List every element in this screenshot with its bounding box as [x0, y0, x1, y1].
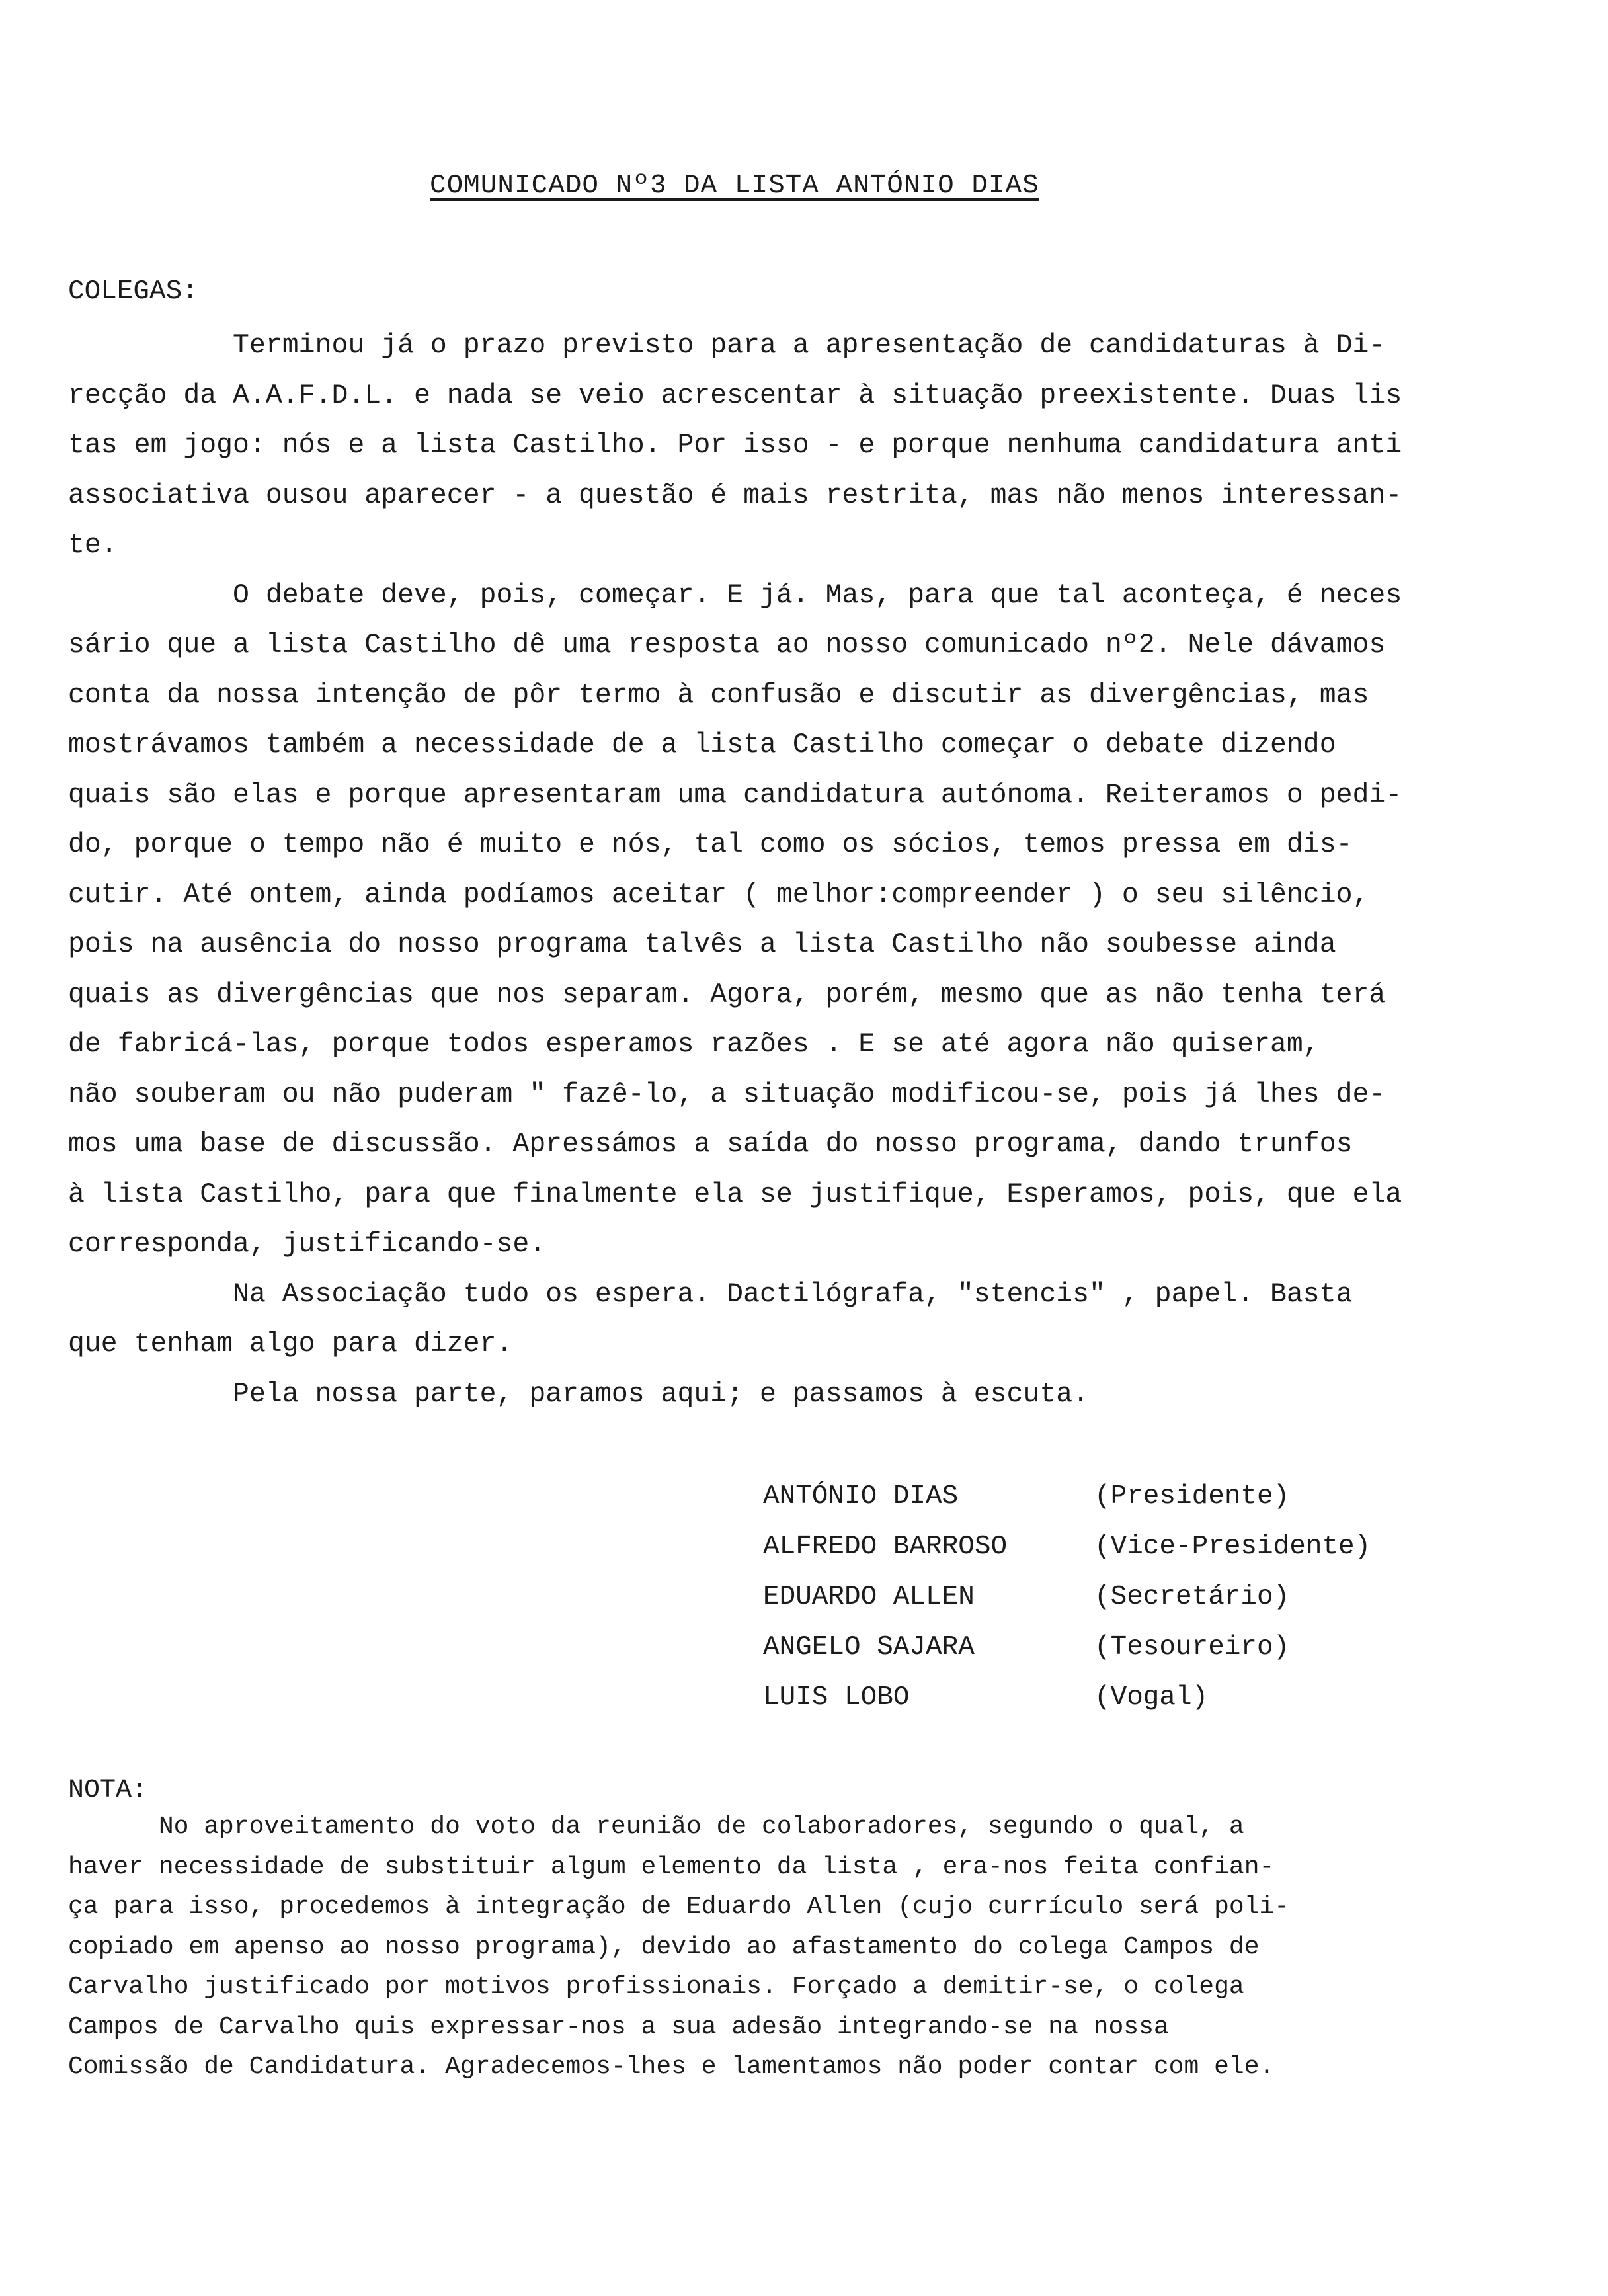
body-line: à lista Castilho, para que finalmente ela se justifique, Esperamos, pois, que ela: [68, 1178, 1402, 1210]
body-line: associativa ousou aparecer - a questão é mais restrita, mas não menos interessan-: [68, 479, 1402, 511]
nota-line: copiado em apenso ao nosso programa), devido ao afastamento do colega Campos de: [68, 1932, 1260, 1961]
signatory-name: ALFREDO BARROSO: [763, 1532, 1008, 1562]
signatory-name: ANTÓNIO DIAS: [763, 1481, 959, 1512]
body-line: te.: [68, 530, 118, 561]
nota-line: No aproveitamento do voto da reunião de colaboradores, segundo o qual, a: [68, 1813, 1244, 1841]
body-line: mos uma base de discussão. Apressámos a saída do nosso programa, dando trunfos: [68, 1129, 1353, 1160]
body-line: Pela nossa parte, paramos aqui; e passamos à escuta.: [68, 1378, 1090, 1410]
signatory-role: (Presidente): [1094, 1481, 1290, 1512]
body-line: quais as divergências que nos separam. Agora, porém, mesmo que as não tenha terá: [68, 979, 1386, 1010]
signatory-role: (Tesoureiro): [1094, 1632, 1290, 1662]
signatory-role: (Secretário): [1094, 1582, 1290, 1612]
nota-line: Carvalho justificado por motivos profissionais. Forçado a demitir-se, o colega: [68, 1973, 1244, 2001]
body-line: pois na ausência do nosso programa talvês a lista Castilho não soubesse ainda: [68, 929, 1336, 960]
nota-line: Campos de Carvalho quis expressar-nos a sua adesão integrando-se na nossa: [68, 2012, 1169, 2041]
signatory-name: LUIS LOBO: [763, 1682, 910, 1713]
signatory-role: (Vice-Presidente): [1094, 1532, 1371, 1562]
body-line: mostrávamos também a necessidade de a lista Castilho começar o debate dizendo: [68, 729, 1336, 760]
nota-line: haver necessidade de substituir algum elemento da lista , era-nos feita confian-: [68, 1852, 1275, 1881]
body-line: recção da A.A.F.D.L. e nada se veio acrescentar à situação preexistente. Duas lis: [68, 380, 1402, 411]
body-line: de fabricá-las, porque todos esperamos razões . E se até agora não quiseram,: [68, 1029, 1320, 1060]
body-line: não souberam ou não puderam " fazê-lo, a situação modificou-se, pois já lhes de-: [68, 1079, 1386, 1110]
body-line: Na Associação tudo os espera. Dactilógrafa, "stencis" , papel. Basta: [68, 1278, 1353, 1310]
body-line: tas em jogo: nós e a lista Castilho. Por isso - e porque nenhuma candidatura anti: [68, 430, 1402, 461]
body-line: que tenham algo para dizer.: [68, 1329, 513, 1360]
document-title: COMUNICADO Nº3 DA LISTA ANTÓNIO DIAS: [430, 171, 1039, 201]
signatory-role: (Vogal): [1094, 1682, 1209, 1713]
body-line: conta da nossa intenção de pôr termo à confusão e discutir as divergências, mas: [68, 679, 1369, 711]
body-line: corresponda, justificando-se.: [68, 1229, 546, 1260]
salutation: COLEGAS:: [68, 276, 198, 307]
nota-line: ça para isso, procedemos à integração de Eduardo Allen (cujo currículo será poli-: [68, 1893, 1290, 1921]
body-line: quais são elas e porque apresentaram uma candidatura autónoma. Reiteramos o pedi-: [68, 779, 1402, 811]
body-line: sário que a lista Castilho dê uma resposta ao nosso comunicado nº2. Nele dávamos: [68, 630, 1386, 661]
signatory-name: ANGELO SAJARA: [763, 1632, 975, 1662]
body-line: Terminou já o prazo previsto para a apresentação de candidaturas à Di-: [68, 330, 1386, 361]
signatory-name: EDUARDO ALLEN: [763, 1582, 975, 1612]
body-line: cutir. Até ontem, ainda podíamos aceitar ( melhor:compreender ) o seu silêncio,: [68, 879, 1369, 911]
nota-line: Comissão de Candidatura. Agradecemos-lhes e lamentamos não poder contar com ele.: [68, 2053, 1275, 2081]
nota-label: NOTA:: [68, 1776, 148, 1805]
body-line: O debate deve, pois, começar. E já. Mas, para que tal aconteça, é neces: [68, 579, 1402, 611]
body-line: do, porque o tempo não é muito e nós, tal como os sócios, temos pressa em dis-: [68, 829, 1353, 860]
